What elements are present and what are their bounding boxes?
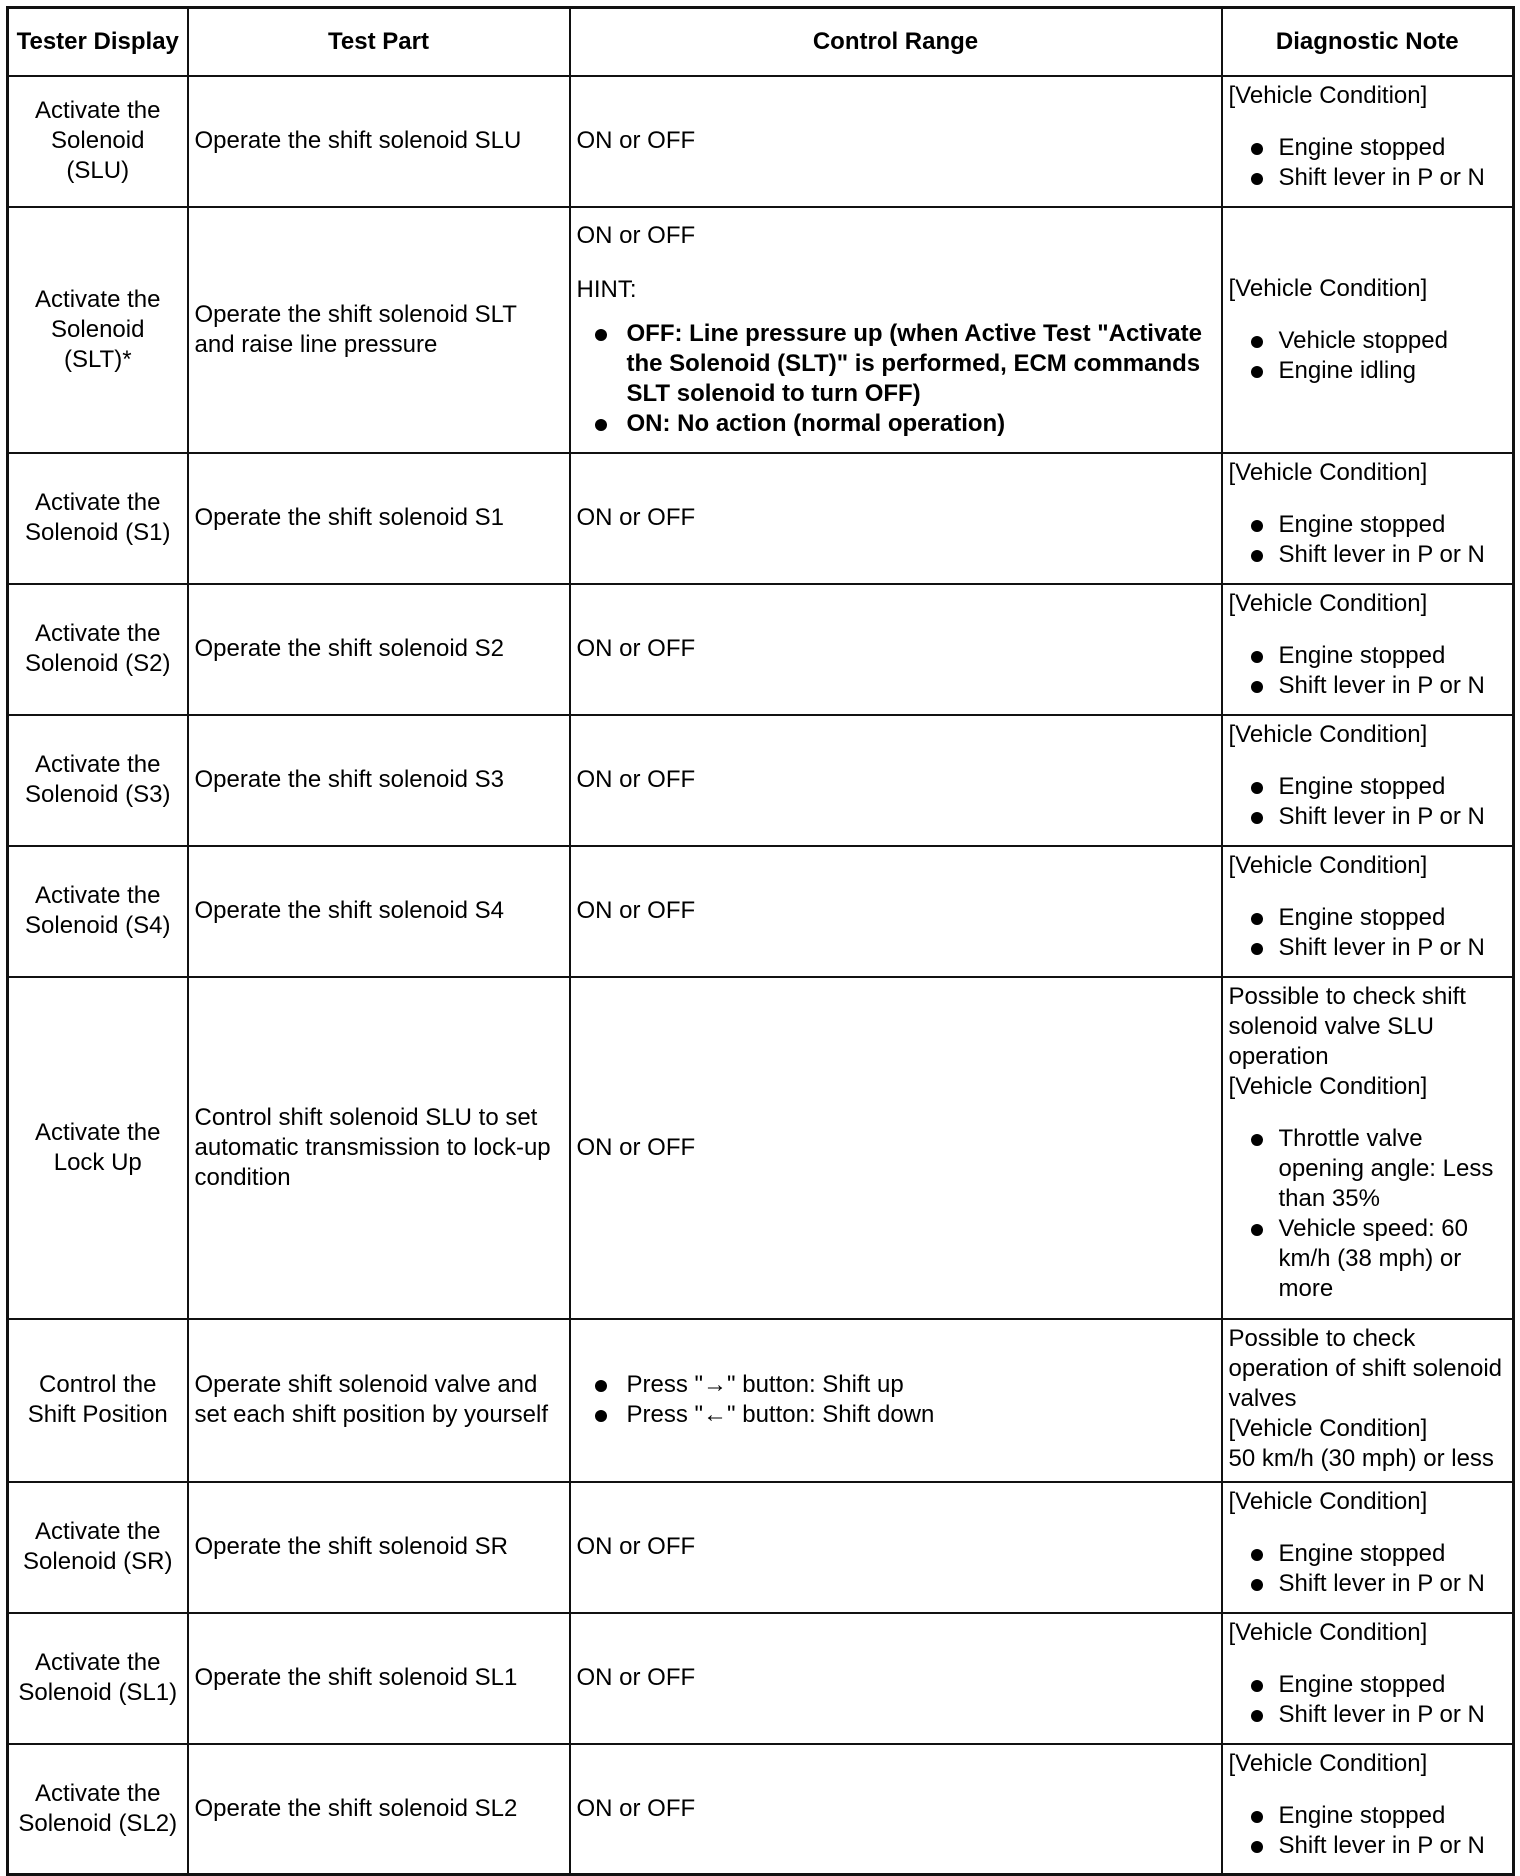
test-part: Operate the shift solenoid SLT and raise line pressure [188,207,570,453]
tester-display: Control the Shift Position [8,1319,188,1482]
condition-list [1229,903,1507,963]
test-part: Operate the shift solenoid S2 [188,584,570,715]
diagnostic-note: [Vehicle Condition] Engine stopped Shift lever in P or N [1222,1744,1514,1875]
control-range: ON or OFF HINT: OFF: Line pressure up (when Active Test "Activate the Solenoid (SLT)" is performed, ECM commands SLT solenoid to turn OFF) ON: No action (normal operation) [570,207,1222,453]
list-item: Shift lever in P or N [1229,1831,1507,1861]
diagnostic-note: [Vehicle Condition] Engine stopped Shift lever in P or N [1222,1482,1514,1613]
table-row [8,1482,1514,1613]
list-item: Engine stopped [1229,1670,1507,1700]
active-test-table [6,6,1515,1876]
condition-list [1229,510,1507,570]
list-item: Engine stopped [1229,641,1507,671]
header-control-range: Control Range [570,8,1222,76]
tester-display: Activate the Solenoid (SLU) [8,76,188,207]
list-item: Shift lever in P or N [1229,1569,1507,1599]
control-range: ON or OFF [570,584,1222,715]
table-row [8,584,1514,715]
list-item: Throttle valve opening angle: Less than 35% [1229,1124,1507,1214]
tester-display: Activate the Solenoid (S4) [8,846,188,977]
diagnostic-note: [Vehicle Condition] Engine stopped Shift lever in P or N [1222,584,1514,715]
control-range: ON or OFF [570,1613,1222,1744]
control-range: ON or OFF [570,453,1222,584]
tester-display: Activate the Solenoid (SR) [8,1482,188,1613]
list-item: Shift lever in P or N [1229,1700,1507,1730]
tester-display: Activate the Lock Up [8,977,188,1319]
list-item: Engine stopped [1229,1539,1507,1569]
diagnostic-note: Possible to check operation of shift solenoid valves [Vehicle Condition] 50 km/h (30 mph) or less [1222,1319,1514,1482]
control-range [570,1319,1222,1482]
diagnostic-note: [Vehicle Condition] Engine stopped Shift lever in P or N [1222,453,1514,584]
condition-list [1229,133,1507,193]
test-part: Operate the shift solenoid S4 [188,846,570,977]
test-part: Operate the shift solenoid S3 [188,715,570,846]
table-row [8,76,1514,207]
table-row [8,977,1514,1319]
table-row [8,207,1514,453]
condition-list [1229,1670,1507,1730]
table-row [8,1744,1514,1875]
tester-display: Activate the Solenoid (SLT)* [8,207,188,453]
condition-list [1229,1801,1507,1861]
list-item: Engine stopped [1229,133,1507,163]
header-test-part: Test Part [188,8,570,76]
tester-display: Activate the Solenoid (SL1) [8,1613,188,1744]
header-row [8,8,1514,76]
tester-display: Activate the Solenoid (SL2) [8,1744,188,1875]
table-row [8,715,1514,846]
control-range: ON or OFF [570,76,1222,207]
test-part: Operate the shift solenoid SL1 [188,1613,570,1744]
diagnostic-note: [Vehicle Condition] Engine stopped Shift lever in P or N [1222,1613,1514,1744]
condition-list [1229,326,1507,386]
list-item: OFF: Line pressure up (when Active Test "Activate the Solenoid (SLT)" is performed, ECM commands SLT solenoid to turn OFF) [577,319,1215,409]
header-tester-display: Tester Display [8,8,188,76]
condition-list [1229,1124,1507,1304]
control-range: ON or OFF [570,1744,1222,1875]
list-item: Press "→" button: Shift up [577,1370,1215,1400]
test-part: Operate the shift solenoid S1 [188,453,570,584]
page [6,6,1512,1876]
hint-label: HINT: [576,275,637,303]
list-item: Shift lever in P or N [1229,802,1507,832]
list-item: Vehicle stopped [1229,326,1507,356]
condition-list [1229,1539,1507,1599]
control-range: ON or OFF [570,715,1222,846]
diagnostic-note: [Vehicle Condition] Vehicle stopped Engine idling [1222,207,1514,453]
tester-display: Activate the Solenoid (S3) [8,715,188,846]
header-diagnostic-note: Diagnostic Note [1222,8,1514,76]
table-row [8,846,1514,977]
list-item: ON: No action (normal operation) [577,409,1215,439]
test-part: Control shift solenoid SLU to set automatic transmission to lock-up condition [188,977,570,1319]
diagnostic-note: Possible to check shift solenoid valve SLU operation [Vehicle Condition] Throttle valve opening angle: Less than 35% Vehicle speed: 60 km/h (38 mph) or more [1222,977,1514,1319]
diagnostic-note: [Vehicle Condition] Engine stopped Shift lever in P or N [1222,76,1514,207]
list-item: Engine stopped [1229,772,1507,802]
test-part: Operate the shift solenoid SL2 [188,1744,570,1875]
table-row [8,1613,1514,1744]
table-row [8,453,1514,584]
hint-list [577,319,1215,439]
test-part: Operate the shift solenoid SR [188,1482,570,1613]
control-range: ON or OFF [570,977,1222,1319]
table-row [8,1319,1514,1482]
diagnostic-note: [Vehicle Condition] Engine stopped Shift lever in P or N [1222,715,1514,846]
list-item: Engine stopped [1229,1801,1507,1831]
list-item: Press "←" button: Shift down [577,1400,1215,1430]
list-item: Shift lever in P or N [1229,163,1507,193]
list-item: Engine stopped [1229,510,1507,540]
list-item: Shift lever in P or N [1229,933,1507,963]
condition-list [1229,641,1507,701]
diagnostic-note: [Vehicle Condition] Engine stopped Shift lever in P or N [1222,846,1514,977]
list-item: Shift lever in P or N [1229,671,1507,701]
button-list [577,1370,1215,1430]
list-item: Vehicle speed: 60 km/h (38 mph) or more [1229,1214,1507,1304]
test-part: Operate the shift solenoid SLU [188,76,570,207]
list-item: Engine idling [1229,356,1507,386]
list-item: Shift lever in P or N [1229,540,1507,570]
test-part: Operate shift solenoid valve and set each shift position by yourself [188,1319,570,1482]
control-range: ON or OFF [570,1482,1222,1613]
tester-display: Activate the Solenoid (S2) [8,584,188,715]
condition-list [1229,772,1507,832]
list-item: Engine stopped [1229,903,1507,933]
control-range: ON or OFF [570,846,1222,977]
tester-display: Activate the Solenoid (S1) [8,453,188,584]
